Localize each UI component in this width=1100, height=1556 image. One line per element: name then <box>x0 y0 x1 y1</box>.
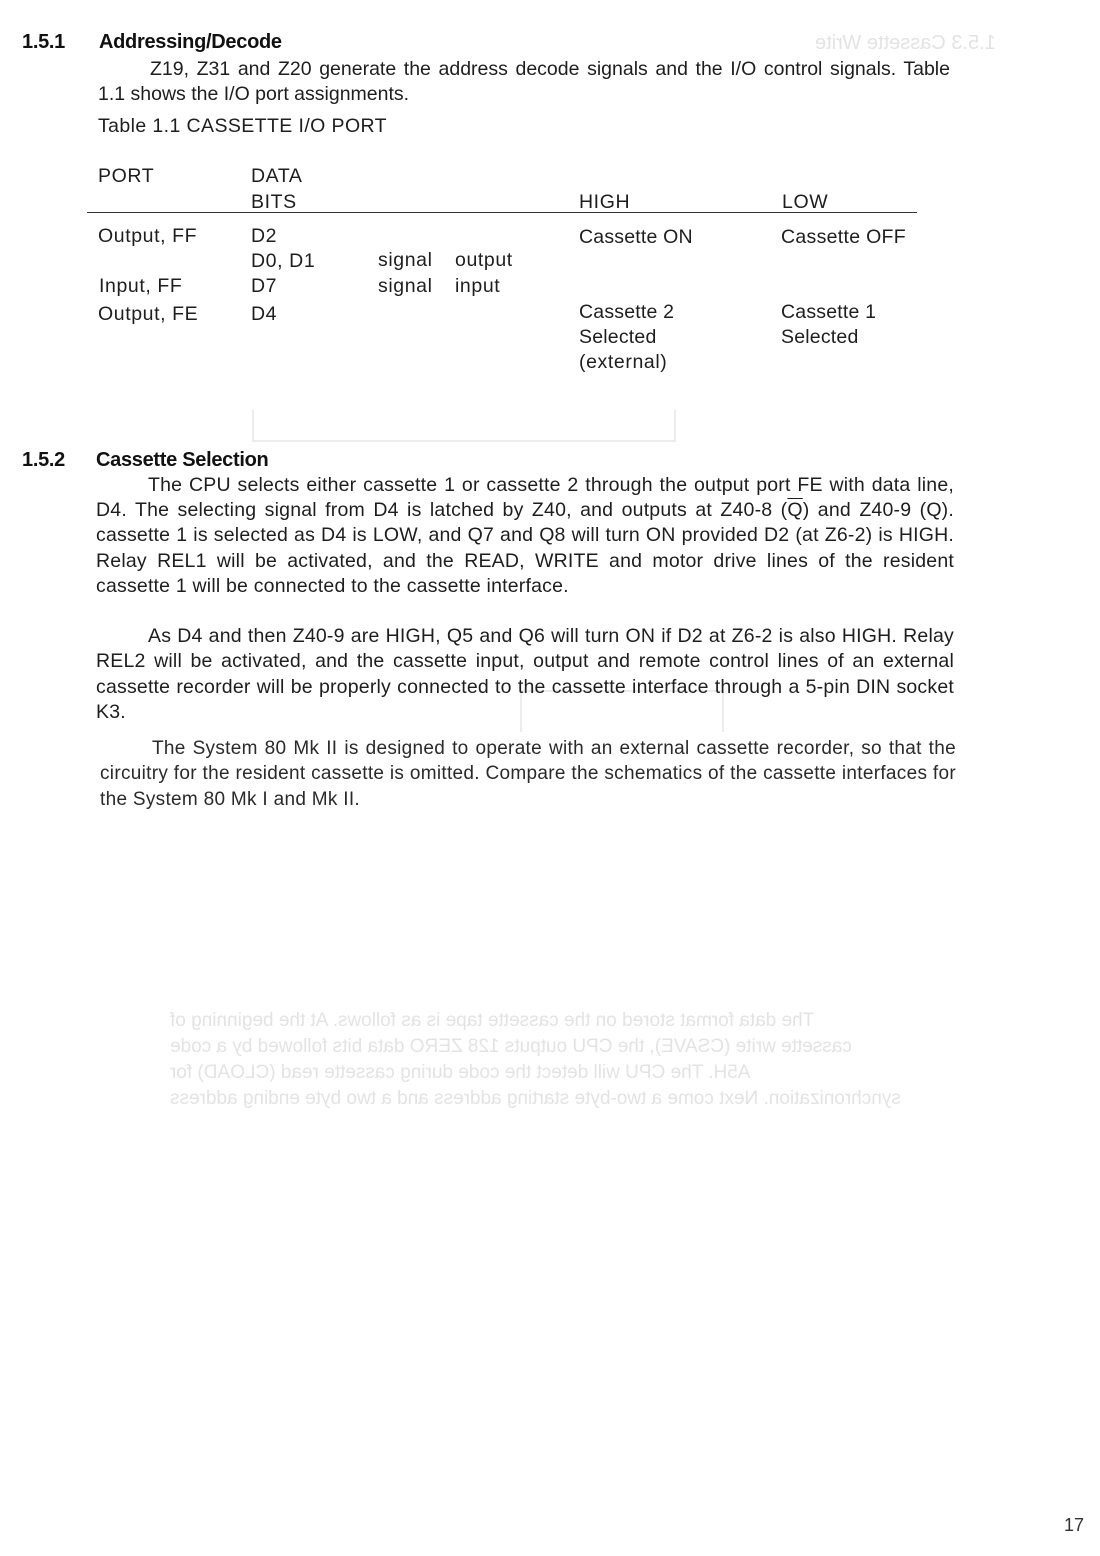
paragraph: As D4 and then Z40-9 are HIGH, Q5 and Q6 will turn ON if D2 at Z6-2 is also HIGH. Relay REL2 will be activated, and the cassette input, output and remote control lines of an external cassette recorder will be properly connected to the cassette interface through a 5-pin DIN socket K3. <box>96 625 954 723</box>
table-cell-low: Cassette 1 <box>781 301 877 323</box>
paragraph <box>96 473 954 599</box>
paragraph-text: The CPU selects either cassette 1 or cassette 2 through the output port FE with data line, D4. The selecting signal from D4 is latched by Z40, and outputs at Z40-8 ( <box>96 474 954 522</box>
table-header-data: DATA <box>251 165 303 187</box>
section-title: Addressing/Decode <box>99 31 282 53</box>
table-cell-bits: D7 <box>251 275 278 297</box>
paragraph-text: ) and Z40-9 (Q). cassette 1 is selected as D4 is LOW, and Q7 and Q8 will turn ON provided D2 (at Z6-2) is HIGH. Relay REL1 will be activated, and the READ, WRITE and motor drive lines of the resident cassette 1 will be connected to the cassette interface. <box>96 499 954 597</box>
table-caption: Table 1.1 CASSETTE I/O PORT <box>98 115 387 137</box>
table-header-bits: BITS <box>251 191 297 213</box>
q-bar-symbol: $\overline{Q}$ <box>787 499 803 522</box>
table-cell-bits: D0, D1 <box>251 250 316 272</box>
table-cell-direction: input <box>455 275 501 297</box>
table-cell-high: Cassette 2 <box>579 301 675 323</box>
table-cell-port: Output, FE <box>98 303 199 325</box>
paragraph: Z19, Z31 and Z20 generate the address decode signals and the I/O control signals. Table 1.1 shows the I/O port assignments. <box>98 58 950 106</box>
table-header-low: LOW <box>782 191 829 213</box>
table-cell-low: Selected <box>781 326 859 348</box>
section-title: Cassette Selection <box>96 449 269 471</box>
table-header-rule <box>87 212 917 213</box>
table-header-high: HIGH <box>579 191 631 213</box>
table-header-port: PORT <box>98 165 155 187</box>
table-cell-direction: output <box>455 249 513 271</box>
table-cell-bits: D2 <box>251 225 278 247</box>
table-cell-high: Selected <box>579 326 657 348</box>
table-cell-high: Cassette ON <box>579 226 693 248</box>
table-cell-signal: signal <box>378 249 433 271</box>
paragraph: The System 80 Mk II is designed to operate with an external cassette recorder, so that the circuitry for the resident cassette is omitted. Compare the schematics of the cassette interfaces for the System 80 Mk I and Mk II. <box>100 738 956 810</box>
table-cell-port: Input, FF <box>99 275 183 297</box>
table-cell-signal: signal <box>378 275 433 297</box>
table-cell-low: Cassette OFF <box>781 226 906 248</box>
section-number: 1.5.1 <box>22 31 65 53</box>
document-page: 1.5.3 Cassette Write The data format stored on the cassette tape is as follows. At the beginning of cassette write (CSAVE), the CPU outputs 128 ZERO data bits followed by a code A5H. The CPU will detect the code during cassette read (CLOAD) for synchronization. Next come a two-byte starting address and a two byte ending address 1.5.1 Addressing/Decode Z19, Z31 and Z20 generate the address decode signals and the I/O control signals. Table 1.1 shows the I/O port assignments. Table 1.1 CASSETTE I/O PORT PORT DATA BITS HIGH LOW Output, FF D2 Cassette ON Cassette OFF D0, D1 signal output Input, FF D7 signal input Output, FE D4 Cassette 2 Selected (external) Cassette 1 Selected 1.5.2 Cassette Selection The CPU selects either cassette 1 or cassette 2 through the output port FE with data line, D4. The selecting signal from D4 is latched by Z40, and outputs at Z40-8 $(\overline{Q})$ and Z40-9 (Q). cassette 1 is selected as D4 is LOW, and Q7 and Q8 will turn ON provided D2 (at Z6-2) is HIGH. Relay REL1 will be activated, and the READ, WRITE and motor drive lines of the resident cassette 1 will be connected to the cassette interface. As D4 and then Z40-9 are HIGH, Q5 and Q6 will turn ON if D2 at Z6-2 is also HIGH. Relay REL2 will be activated, and the cassette input, output and remote control lines of an external cassette recorder will be properly connected to the cassette interface through a 5-pin DIN socket K3. The System 80 Mk II is designed to operate with an external cassette recorder, so that the circuitry for the resident cassette is omitted. Compare the schematics of the cassette interfaces for the System 80 Mk I and Mk II. 17 <box>22 31 1085 1535</box>
page-number: 17 <box>1064 1515 1085 1535</box>
table-cell-bits: D4 <box>251 303 278 325</box>
table-cell-high: (external) <box>579 351 668 373</box>
table-cell-port: Output, FF <box>98 225 198 247</box>
section-number: 1.5.2 <box>22 449 65 471</box>
